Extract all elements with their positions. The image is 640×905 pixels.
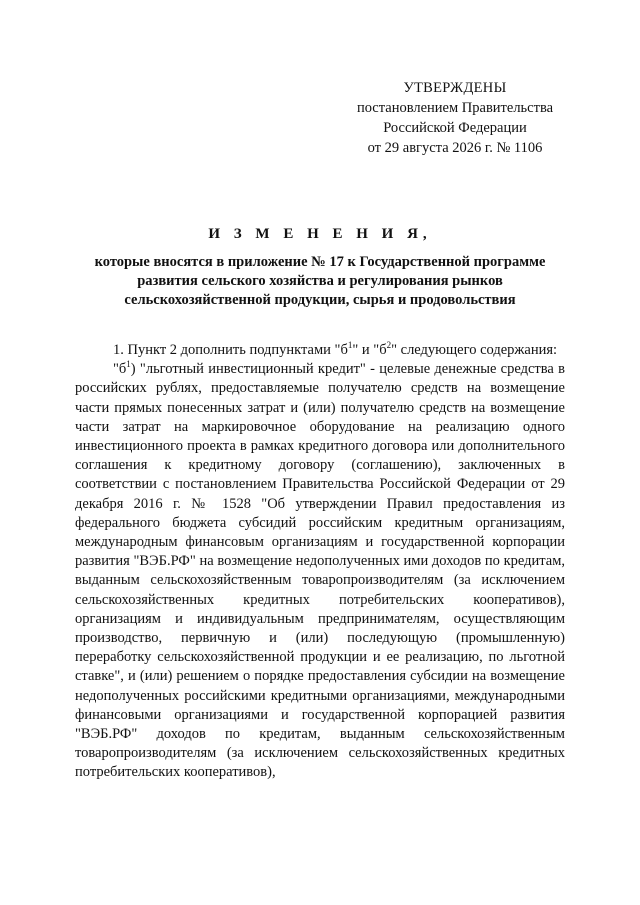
superscript-2: 2 [386,340,392,351]
paragraph-2 [75,360,565,782]
superscript-1: 1 [347,340,353,351]
approval-stamp [340,78,570,158]
approval-line-1: постановлением Правительства [356,100,554,116]
paragraph-2-text: ) "льготный инвестиционный кредит" - целевые денежные средства в российских рублях, предоставляемые получателю средств на возмещение части прямых понесенных затрат и (или) получателю средств на возмещение части затрат на маркировочное оборудование на реализацию одного инвестиционного проекта в рамках кредитного договора или дополнительного соглашения к кредитному договору (соглашению), заключенных в соответствии с постановлением Правительства Российской Федерации от 29 декабря 2016 г. № 1528 "Об утверждении Правил предоставления из федерального бюджета субсидий российским кредитным организациям, международным финансовым организациям и государственной корпорации развития "ВЭБ.РФ" на возмещение недополученных ими доходов по кредитам, выданным сельскохозяйственным товаропроизводителям (за исключением сельскохозяйственных кредитных потребительских кооперативов), организациям и индивидуальным предпринимателям, осуществляющим производство, первичную и (или) последующую (промышленную) переработку сельскохозяйственной продукции и ее реализацию, по льготной ставке", и (или) решением о порядке предоставления субсидии на возмещение недополученных российскими кредитными организациями, международными финансовыми организациями и государственной корпорацией развития "ВЭБ.РФ" доходов по кредитам, выданным сельскохозяйственным товаропроизводителям (за исключением сельскохозяйственных кредитных потребительских кооперативов), [75,361,565,781]
document-title: И З М Е Н Е Н И Я, [208,226,432,242]
document-body [75,341,565,783]
paragraph-1 [75,341,565,360]
paragraph-1-mid: " и "б [352,342,387,358]
paragraph-2-pre: "б [113,361,127,378]
approval-line-3: от 29 августа 2026 г. № 1106 [367,140,543,156]
document-subtitle: которые вносятся в приложение № 17 к Государственной программе развития сельского хозяйства и регулирования рынков сельскохозяйственной продукции, сырья и продовольствия [94,254,546,308]
approval-line-2: Российской Федерации [383,120,527,136]
superscript-3: 1 [126,359,131,370]
paragraph-1-pre: 1. Пункт 2 дополнить подпунктами "б [113,342,348,358]
document-heading [70,226,570,310]
approval-title: УТВЕРЖДЕНЫ [403,80,507,96]
paragraph-1-post: " следующего содержания: [391,342,558,358]
